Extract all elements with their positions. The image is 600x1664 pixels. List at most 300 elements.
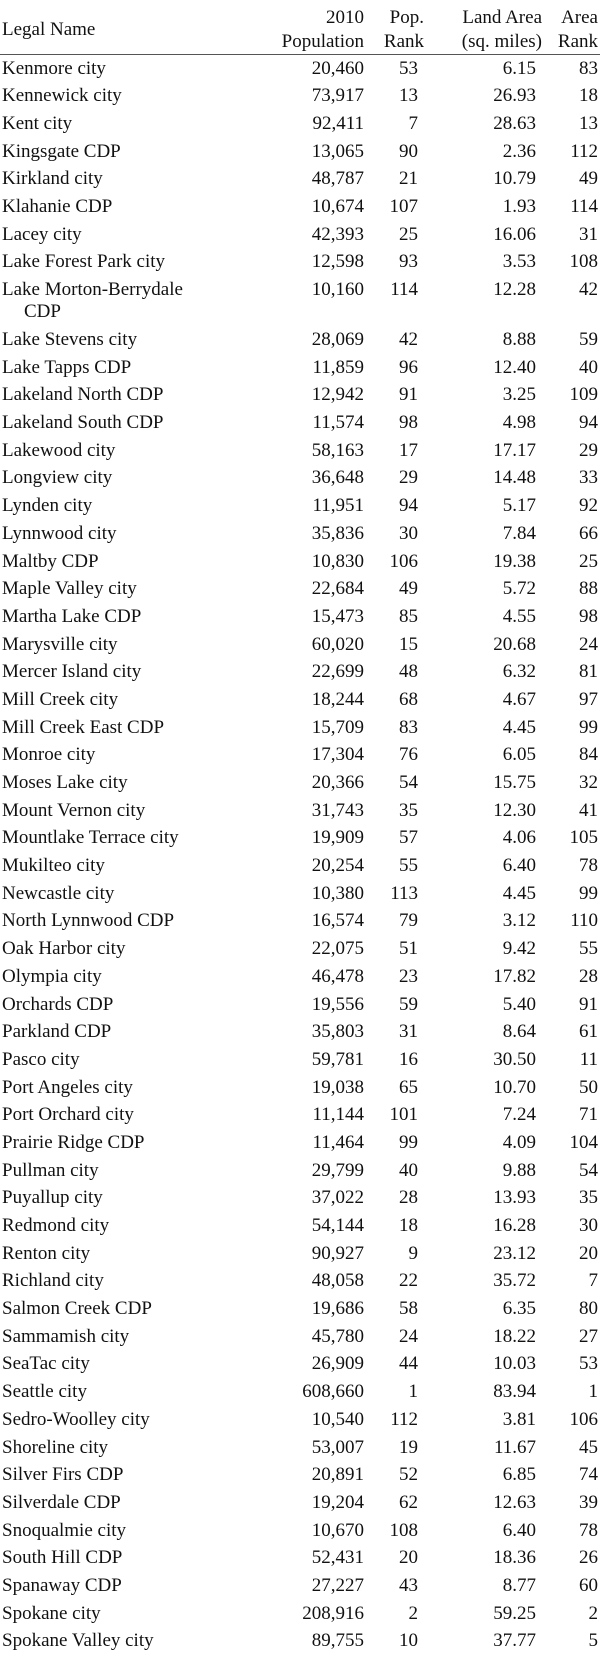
- legal-name-text: Kirkland city: [2, 168, 103, 190]
- cell-legal-name: [0, 935, 268, 963]
- cell-pop-rank: 90: [399, 140, 418, 162]
- legal-name-text: Kingsgate CDP: [2, 140, 121, 162]
- cell-population: 90,927: [311, 1242, 364, 1264]
- header-pop-rank-line1: Pop.: [389, 7, 424, 28]
- cell-pop-rank: 76: [399, 744, 418, 766]
- cell-pop-rank: 2: [408, 1602, 418, 1624]
- cell-population: 48,787: [311, 168, 364, 190]
- cell-area-rank: 83: [579, 58, 598, 79]
- cell-land-area: 15.75: [493, 772, 536, 793]
- cell-pop-rank: 58: [399, 1298, 418, 1320]
- cell-legal-name: [0, 138, 268, 166]
- legal-name-text: Lake Morton-Berrydale: [2, 279, 183, 300]
- table-row: [0, 907, 600, 935]
- cell-population: 22,699: [311, 661, 364, 683]
- table-row: [0, 880, 600, 908]
- legal-name-text: Marysville city: [2, 633, 118, 655]
- table-row: [0, 824, 600, 852]
- cell-area-rank: 59: [579, 329, 598, 350]
- cell-area-rank: 45: [579, 1436, 598, 1458]
- cell-area-rank: 53: [579, 1353, 598, 1375]
- table-row: [0, 464, 600, 492]
- cell-legal-name: [0, 1544, 268, 1572]
- cell-population: 29,799: [311, 1159, 364, 1181]
- cell-pop-rank: 1: [408, 1381, 418, 1403]
- cell-land-area: 18.36: [493, 1547, 536, 1569]
- cell-land-area: 4.67: [502, 688, 536, 710]
- table-row: [0, 1046, 600, 1074]
- cell-legal-name: [0, 437, 268, 465]
- cell-legal-name: [0, 1517, 268, 1545]
- cell-land-area: 59.25: [493, 1602, 536, 1624]
- cell-area-rank: 27: [579, 1325, 598, 1347]
- cell-legal-name: [0, 409, 268, 437]
- cell-population: 20,891: [311, 1464, 364, 1486]
- cell-pop-rank: 10: [399, 1630, 418, 1652]
- cell-population: 11,144: [312, 1104, 364, 1126]
- cell-population: 12,942: [311, 384, 364, 406]
- table-row: [0, 1018, 600, 1046]
- cell-legal-name: [0, 1184, 268, 1212]
- legal-name-text: Pullman city: [2, 1159, 99, 1181]
- legal-name-text: Kent city: [2, 112, 73, 134]
- cell-area-rank: 42: [579, 279, 598, 300]
- legal-name-text: Seattle city: [2, 1381, 87, 1403]
- cell-area-rank: 71: [579, 1104, 598, 1126]
- table-row: [0, 1350, 600, 1378]
- cell-legal-name: [0, 55, 268, 83]
- cell-population: 60,020: [311, 633, 364, 655]
- cell-pop-rank: 16: [399, 1048, 418, 1070]
- cell-area-rank: 28: [579, 965, 598, 987]
- cell-land-area: 17.82: [493, 965, 536, 987]
- cell-pop-rank: 13: [399, 85, 418, 107]
- cell-legal-name: [0, 631, 268, 659]
- cell-land-area: 3.81: [502, 1408, 536, 1430]
- legal-name-text: Monroe city: [2, 744, 96, 766]
- table-row: [0, 354, 600, 382]
- cell-land-area: 19.38: [493, 550, 536, 572]
- cell-pop-rank: 35: [399, 799, 418, 821]
- cell-legal-name: [0, 1434, 268, 1462]
- legal-name-text: Lynden city: [2, 495, 93, 517]
- cell-population: 45,780: [311, 1325, 364, 1347]
- cell-population: 208,916: [302, 1602, 364, 1624]
- cell-legal-name: [0, 907, 268, 935]
- legal-name-text: Richland city: [2, 1270, 104, 1292]
- cell-land-area: 5.17: [502, 495, 536, 517]
- legal-name-text: Lynnwood city: [2, 522, 117, 544]
- table-row: [0, 575, 600, 603]
- header-population-line2: Population: [281, 31, 364, 52]
- legal-name-text: Lake Tapps CDP: [2, 356, 132, 378]
- legal-name-text: Pasco city: [2, 1048, 80, 1070]
- cell-land-area: 4.45: [502, 882, 536, 904]
- header-area-rank: [544, 0, 600, 55]
- cell-legal-name: [0, 193, 268, 221]
- cell-population: 19,038: [311, 1076, 364, 1098]
- cell-area-rank: 32: [579, 772, 598, 793]
- table-row: [0, 165, 600, 193]
- cell-area-rank: 20: [579, 1242, 598, 1264]
- cell-area-rank: 99: [579, 716, 598, 738]
- cell-pop-rank: 113: [390, 882, 418, 904]
- cell-land-area: 8.77: [502, 1574, 536, 1596]
- cell-legal-name: [0, 991, 268, 1019]
- cell-population: 42,393: [311, 223, 364, 245]
- cell-legal-name: [0, 520, 268, 548]
- cell-pop-rank: 22: [399, 1270, 418, 1292]
- table-row: [0, 437, 600, 465]
- cell-area-rank: 29: [579, 439, 598, 461]
- cell-legal-name: [0, 880, 268, 908]
- cell-pop-rank: 23: [399, 965, 418, 987]
- legal-name-text: Olympia city: [2, 965, 102, 987]
- legal-name-text: Kenmore city: [2, 58, 106, 79]
- cell-legal-name: [0, 1129, 268, 1157]
- cell-population: 19,204: [311, 1491, 364, 1513]
- table-row: [0, 686, 600, 714]
- cell-population: 22,075: [311, 938, 364, 960]
- cell-population: 19,556: [311, 993, 364, 1015]
- legal-name-text: Oak Harbor city: [2, 938, 126, 960]
- cell-pop-rank: 91: [399, 384, 418, 406]
- table-row: [0, 1267, 600, 1295]
- table-row: [0, 1157, 600, 1185]
- cell-pop-rank: 30: [399, 522, 418, 544]
- cell-legal-name: [0, 276, 268, 326]
- cell-land-area: 20.68: [493, 633, 536, 655]
- table-row: [0, 1184, 600, 1212]
- cell-pop-rank: 101: [389, 1104, 418, 1126]
- cell-population: 10,380: [311, 882, 364, 904]
- cell-pop-rank: 49: [399, 578, 418, 600]
- cell-land-area: 2.36: [502, 140, 536, 162]
- cell-population: 46,478: [311, 965, 364, 987]
- cell-area-rank: 106: [569, 1408, 598, 1430]
- cell-legal-name: [0, 714, 268, 742]
- cell-pop-rank: 9: [408, 1242, 418, 1264]
- cell-pop-rank: 59: [399, 993, 418, 1015]
- cell-population: 20,366: [311, 772, 364, 793]
- header-land-area: [426, 0, 544, 55]
- legal-name-text: Port Angeles city: [2, 1076, 133, 1098]
- cell-land-area: 10.79: [493, 168, 536, 190]
- table-row: [0, 1295, 600, 1323]
- cell-land-area: 9.88: [502, 1159, 536, 1181]
- cell-population: 10,674: [311, 195, 364, 217]
- cell-pop-rank: 54: [399, 772, 418, 793]
- cell-area-rank: 49: [579, 168, 598, 190]
- legal-name-text: Lacey city: [2, 223, 82, 245]
- cell-population: 37,022: [311, 1187, 364, 1209]
- table-row: [0, 1434, 600, 1462]
- legal-name-text: Maple Valley city: [2, 578, 137, 600]
- cell-pop-rank: 52: [399, 1464, 418, 1486]
- cell-land-area: 12.28: [493, 279, 536, 300]
- legal-name-text: Spanaway CDP: [2, 1574, 122, 1596]
- cell-area-rank: 1: [588, 1381, 598, 1403]
- cell-pop-rank: 7: [408, 112, 418, 134]
- cell-land-area: 6.05: [502, 744, 536, 766]
- cell-area-rank: 108: [569, 251, 598, 273]
- cell-area-rank: 97: [579, 688, 598, 710]
- cell-area-rank: 88: [579, 578, 598, 600]
- cell-legal-name: [0, 1406, 268, 1434]
- legal-name-text: Mountlake Terrace city: [2, 827, 179, 849]
- cell-land-area: 30.50: [493, 1048, 536, 1070]
- legal-name-text: Spokane city: [2, 1602, 101, 1624]
- cell-pop-rank: 31: [399, 1021, 418, 1043]
- legal-name-text: Sedro-Woolley city: [2, 1408, 150, 1430]
- legal-name-text: Lake Stevens city: [2, 329, 138, 350]
- cell-land-area: 7.84: [502, 522, 536, 544]
- cell-population: 27,227: [311, 1574, 364, 1596]
- cell-land-area: 4.09: [502, 1131, 536, 1153]
- table-row: [0, 963, 600, 991]
- cell-pop-rank: 48: [399, 661, 418, 683]
- cell-pop-rank: 57: [399, 827, 418, 849]
- cell-legal-name: [0, 381, 268, 409]
- table-row: [0, 193, 600, 221]
- table-row: [0, 326, 600, 354]
- legal-name-text: Mukilteo city: [2, 855, 105, 877]
- cell-pop-rank: 108: [389, 1519, 418, 1541]
- header-land-area-line1: Land Area: [462, 7, 542, 28]
- cell-legal-name: [0, 963, 268, 991]
- cell-pop-rank: 40: [399, 1159, 418, 1181]
- cell-population: 53,007: [311, 1436, 364, 1458]
- cell-area-rank: 54: [579, 1159, 598, 1181]
- header-population-line1: 2010: [326, 7, 364, 28]
- cell-land-area: 83.94: [493, 1381, 536, 1403]
- cell-legal-name: [0, 492, 268, 520]
- cell-population: 18,244: [311, 688, 364, 710]
- cell-area-rank: 39: [579, 1491, 598, 1513]
- cell-land-area: 6.85: [502, 1464, 536, 1486]
- table-row: [0, 741, 600, 769]
- legal-name-text: Mount Vernon city: [2, 799, 146, 821]
- legal-name-text: Kennewick city: [2, 85, 122, 107]
- cell-area-rank: 78: [579, 1519, 598, 1541]
- cell-pop-rank: 44: [399, 1353, 418, 1375]
- cell-legal-name: [0, 1572, 268, 1600]
- cell-area-rank: 80: [579, 1298, 598, 1320]
- legal-name-text: Sammamish city: [2, 1325, 130, 1347]
- legal-name-text: Lake Forest Park city: [2, 251, 166, 273]
- cell-legal-name: [0, 248, 268, 276]
- cell-area-rank: 2: [588, 1602, 598, 1624]
- cell-land-area: 1.93: [502, 195, 536, 217]
- cell-area-rank: 5: [588, 1630, 598, 1652]
- table-row: [0, 1406, 600, 1434]
- cell-population: 31,743: [311, 799, 364, 821]
- legal-name-text: Maltby CDP: [2, 550, 99, 572]
- legal-name-text: Newcastle city: [2, 882, 115, 904]
- cell-pop-rank: 29: [399, 467, 418, 489]
- table-row: [0, 769, 600, 797]
- table-row: [0, 1517, 600, 1545]
- table-row: [0, 138, 600, 166]
- legal-name-text: Lakeland North CDP: [2, 384, 164, 406]
- legal-name-text: Mercer Island city: [2, 661, 142, 683]
- cell-area-rank: 33: [579, 467, 598, 489]
- cell-area-rank: 109: [569, 384, 598, 406]
- cell-pop-rank: 65: [399, 1076, 418, 1098]
- header-pop-rank-line2: Rank: [383, 31, 424, 52]
- cell-pop-rank: 83: [399, 716, 418, 738]
- cell-population: 11,859: [312, 356, 364, 378]
- cell-area-rank: 24: [579, 633, 598, 655]
- cell-land-area: 6.40: [502, 1519, 536, 1541]
- cell-pop-rank: 94: [399, 495, 418, 517]
- cell-population: 10,540: [311, 1408, 364, 1430]
- cell-land-area: 6.32: [502, 661, 536, 683]
- cell-population: 19,686: [311, 1298, 364, 1320]
- cell-population: 10,670: [311, 1519, 364, 1541]
- cell-area-rank: 114: [570, 195, 598, 217]
- table-row: [0, 658, 600, 686]
- cell-population: 22,684: [311, 578, 364, 600]
- cell-land-area: 11.67: [493, 1436, 536, 1458]
- cell-land-area: 12.30: [493, 799, 536, 821]
- cell-land-area: 12.40: [493, 356, 536, 378]
- cell-area-rank: 13: [579, 112, 598, 134]
- cell-legal-name: [0, 852, 268, 880]
- cell-land-area: 13.93: [493, 1187, 536, 1209]
- table-row: [0, 1378, 600, 1406]
- cell-area-rank: 40: [579, 356, 598, 378]
- cell-area-rank: 92: [579, 495, 598, 517]
- cell-legal-name: [0, 1295, 268, 1323]
- cell-area-rank: 60: [579, 1574, 598, 1596]
- legal-name-text: South Hill CDP: [2, 1547, 123, 1569]
- cell-population: 11,574: [312, 412, 364, 434]
- cell-pop-rank: 114: [390, 279, 418, 300]
- cell-pop-rank: 25: [399, 223, 418, 245]
- cell-pop-rank: 85: [399, 605, 418, 627]
- cell-land-area: 5.40: [502, 993, 536, 1015]
- cell-area-rank: 41: [579, 799, 598, 821]
- header-pop-rank: [366, 0, 426, 55]
- cell-pop-rank: 112: [390, 1408, 418, 1430]
- cell-area-rank: 110: [570, 910, 598, 932]
- cell-pop-rank: 18: [399, 1215, 418, 1236]
- cell-pop-rank: 96: [399, 356, 418, 378]
- cell-pop-rank: 51: [399, 938, 418, 960]
- legal-name-text: Parkland CDP: [2, 1021, 112, 1043]
- cell-area-rank: 26: [579, 1547, 598, 1569]
- cell-pop-rank: 20: [399, 1547, 418, 1569]
- cell-land-area: 4.45: [502, 716, 536, 738]
- cell-population: 52,431: [311, 1547, 364, 1569]
- table-row: [0, 1572, 600, 1600]
- table-row: [0, 110, 600, 138]
- table-row: [0, 852, 600, 880]
- legal-name-text: Prairie Ridge CDP: [2, 1131, 145, 1153]
- cell-legal-name: [0, 824, 268, 852]
- cell-pop-rank: 98: [399, 412, 418, 434]
- legal-name-text: Longview city: [2, 467, 113, 489]
- legal-name-text: Renton city: [2, 1242, 91, 1264]
- cell-legal-name: [0, 1212, 268, 1240]
- cell-pop-rank: 21: [399, 168, 418, 190]
- table-row: [0, 1074, 600, 1102]
- table-row: [0, 1323, 600, 1351]
- cell-population: 26,909: [311, 1353, 364, 1375]
- table-row: [0, 1101, 600, 1129]
- table-row: [0, 520, 600, 548]
- cell-legal-name: [0, 110, 268, 138]
- cell-pop-rank: 107: [389, 195, 418, 217]
- cell-land-area: 8.88: [502, 329, 536, 350]
- table-row: [0, 82, 600, 110]
- cell-population: 92,411: [312, 112, 364, 134]
- cell-area-rank: 81: [579, 661, 598, 683]
- cell-land-area: 3.12: [502, 910, 536, 932]
- table-row: [0, 1240, 600, 1268]
- cell-legal-name: [0, 658, 268, 686]
- header-area-rank-line2: Rank: [557, 31, 598, 52]
- cell-pop-rank: 106: [389, 550, 418, 572]
- header-legal-name: Legal Name: [0, 0, 268, 55]
- legal-name-text: Moses Lake city: [2, 772, 128, 793]
- legal-name-text: Martha Lake CDP: [2, 605, 142, 627]
- cell-pop-rank: 79: [399, 910, 418, 932]
- cell-pop-rank: 55: [399, 855, 418, 877]
- cell-pop-rank: 93: [399, 251, 418, 273]
- cell-legal-name: [0, 1627, 268, 1655]
- legal-name-text: Lakeland South CDP: [2, 412, 164, 434]
- cell-area-rank: 112: [570, 140, 598, 162]
- cell-pop-rank: 24: [399, 1325, 418, 1347]
- cell-legal-name: [0, 686, 268, 714]
- cell-legal-name: [0, 354, 268, 382]
- table-row: [0, 55, 600, 83]
- table-row: [0, 1129, 600, 1157]
- cell-area-rank: 55: [579, 938, 598, 960]
- cell-area-rank: 7: [588, 1270, 598, 1292]
- cell-area-rank: 105: [569, 827, 598, 849]
- cell-land-area: 7.24: [502, 1104, 536, 1126]
- table-header: [0, 0, 600, 55]
- legal-name-continuation: CDP: [24, 301, 61, 322]
- cell-land-area: 37.77: [493, 1630, 536, 1652]
- cell-land-area: 16.28: [493, 1215, 536, 1236]
- cell-population: 36,648: [311, 467, 364, 489]
- table-row: [0, 1600, 600, 1628]
- legal-name-text: Mill Creek East CDP: [2, 716, 165, 738]
- cell-legal-name: [0, 1489, 268, 1517]
- cell-legal-name: [0, 741, 268, 769]
- legal-name-text: Snoqualmie city: [2, 1519, 127, 1541]
- cell-legal-name: [0, 1461, 268, 1489]
- cell-land-area: 17.17: [493, 439, 536, 461]
- cell-legal-name: [0, 1378, 268, 1406]
- header-area-rank-line1: Area: [561, 7, 598, 28]
- cell-legal-name: [0, 797, 268, 825]
- header-land-area-line2: (sq. miles): [461, 31, 542, 52]
- legal-name-text: North Lynnwood CDP: [2, 910, 175, 932]
- table-row: [0, 548, 600, 576]
- legal-name-text: Shoreline city: [2, 1436, 109, 1458]
- cell-area-rank: 84: [579, 744, 598, 766]
- cell-land-area: 12.63: [493, 1491, 536, 1513]
- cell-area-rank: 11: [579, 1048, 598, 1070]
- cell-area-rank: 35: [579, 1187, 598, 1209]
- header-population: [268, 0, 366, 55]
- cell-land-area: 6.40: [502, 855, 536, 877]
